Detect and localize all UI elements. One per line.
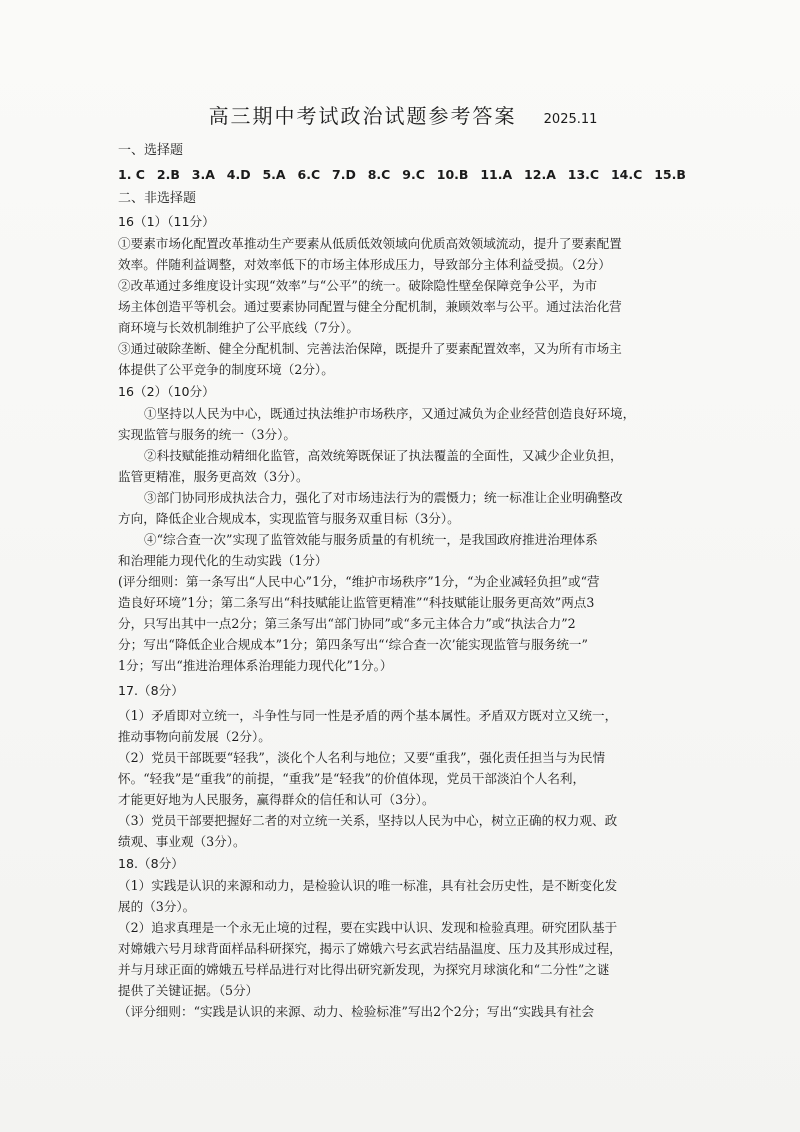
choice-answer: 11.A bbox=[480, 167, 513, 182]
answer-line: 绩观、事业观（3分）。 bbox=[118, 834, 246, 849]
question-18-label: 18.（8分） bbox=[118, 856, 184, 871]
answer-line: ③通过破除垄断、健全分配机制、完善法治保障，既提升了要素配置效率，又为所有市场主 bbox=[118, 341, 622, 356]
choice-answer: 13.C bbox=[567, 167, 600, 182]
answer-line: 分，只写出其中一点2分；第三条写出“部门协同”或“多元主体合力”或“执法合力”2 bbox=[118, 616, 576, 631]
answer-line: ④“综合查一次”实现了监管效能与服务质量的有机统一，是我国政府推进治理体系 bbox=[144, 532, 598, 547]
answer-line: （1）实践是认识的来源和动力，是检验认识的唯一标准，具有社会历史性，是不断变化发 bbox=[118, 878, 618, 893]
answer-line: 和治理能力现代化的生动实践（1分） bbox=[118, 553, 328, 568]
choice-answer: 1. C bbox=[118, 167, 145, 182]
choice-answer-row bbox=[118, 163, 686, 186]
choice-answer: 7.D bbox=[332, 167, 356, 182]
answer-line: （2）党员干部既要“轻我”，淡化个人名利与地位；又要“重我”，强化责任担当与为民情 bbox=[118, 750, 606, 765]
choice-answer: 9.C bbox=[402, 167, 425, 182]
answer-line: 怀。“轻我”是“重我”的前提，“重我”是“轻我”的价值体现，党员干部淡泊个人名利， bbox=[118, 771, 586, 786]
answer-line: 商环境与长效机制维护了公平底线（7分）。 bbox=[118, 320, 359, 335]
question-16-1-label: 16（1）（11分） bbox=[118, 214, 215, 229]
question-17-label: 17.（8分） bbox=[118, 683, 184, 698]
answer-line: 方向，降低企业合规成本，实现监管与服务双重目标（3分）。 bbox=[118, 511, 460, 526]
answer-line: 监管更精准，服务更高效（3分）。 bbox=[118, 469, 309, 484]
answer-line: ③部门协同形成执法合力，强化了对市场违法行为的震慑力；统一标准让企业明确整改 bbox=[144, 490, 623, 505]
section-heading-choice: 一、选择题 bbox=[118, 143, 184, 158]
answer-line: ①要素市场化配置改革推动生产要素从低质低效领域向优质高效领域流动，提升了要素配置 bbox=[118, 236, 622, 251]
answer-line: （评分细则：“实践是认识的来源、动力、检验标准”写出2个2分；写出“实践具有社会 bbox=[118, 1004, 595, 1019]
answer-line: 场主体创造平等机会。通过要素协同配置与健全分配机制，兼顾效率与公平。通过法治化营 bbox=[118, 299, 622, 314]
question-17-answer bbox=[118, 705, 688, 852]
answer-line: 造良好环境”1分；第二条写出“科技赋能让监管更精准”“科技赋能让服务更高效”两点3 bbox=[118, 595, 595, 610]
title-row bbox=[118, 100, 688, 129]
answer-line: （1）矛盾即对立统一，斗争性与同一性是矛盾的两个基本属性。矛盾双方既对立又统一， bbox=[118, 708, 618, 723]
choice-answer: 4.D bbox=[226, 167, 251, 182]
question-16-2-answer bbox=[118, 403, 688, 676]
answer-line: 展的（3分）。 bbox=[118, 899, 196, 914]
answer-line: 提供了关键证据。（5分） bbox=[118, 983, 259, 998]
choice-answer: 12.A bbox=[524, 167, 556, 182]
choice-answer: 15.B bbox=[654, 167, 686, 182]
answer-line: （3）党员干部要把握好二者的对立统一关系，坚持以人民为中心，树立正确的权力观、政 bbox=[118, 813, 618, 828]
section-heading-nonchoice: 二、非选择题 bbox=[118, 191, 197, 206]
exam-date: 2025.11 bbox=[543, 112, 598, 127]
choice-answer: 6.C bbox=[297, 167, 321, 182]
answer-line: 效率。伴随利益调整，对效率低下的市场主体形成压力，导致部分主体利益受损。（2分） bbox=[118, 257, 611, 272]
answer-line: 推动事物向前发展（2分）。 bbox=[118, 729, 271, 744]
answer-line: 1分；写出“推进治理体系治理能力现代化”1分。） bbox=[118, 658, 393, 673]
answer-line: ②改革通过多维度设计实现“效率”与“公平”的统一。破除隐性壁垒保障竞争公平，为市 bbox=[118, 278, 598, 293]
choice-answer: 10.B bbox=[436, 167, 469, 182]
page-title: 高三期中考试政治试题参考答案 bbox=[208, 104, 517, 128]
choice-answer: 8.C bbox=[367, 167, 391, 182]
choice-answer: 5.A bbox=[262, 167, 286, 182]
choice-answer: 3.A bbox=[191, 167, 215, 182]
answer-line: (评分细则：第一条写出“人民中心”1分，“维护市场秩序”1分，“为企业减轻负担”或“营 bbox=[118, 574, 600, 589]
answer-line: 并与月球正面的嫦娥五号样品进行对比得出研究新发现，为探究月球演化和“二分性”之谜 bbox=[118, 962, 610, 977]
answer-line: 对嫦娥六号月球背面样品科研探究，揭示了嫦娥六号玄武岩结晶温度、压力及其形成过程， bbox=[118, 941, 622, 956]
choice-answer: 14.C bbox=[610, 167, 643, 182]
question-18-answer bbox=[118, 875, 688, 1022]
answer-line: ②科技赋能推动精细化监管，高效统筹既保证了执法覆盖的全面性，又减少企业负担， bbox=[144, 448, 623, 463]
answer-line: （2）追求真理是一个永无止境的过程，要在实践中认识、发现和检验真理。研究团队基于 bbox=[118, 920, 618, 935]
answer-line: 分；写出“降低企业合规成本”1分；第四条写出“‘综合查一次’能实现监管与服务统一” bbox=[118, 637, 588, 652]
answer-line: ①坚持以人民为中心，既通过执法维护市场秩序，又通过减负为企业经营创造良好环境， bbox=[144, 406, 636, 421]
answer-line: 体提供了公平竞争的制度环境（2分）。 bbox=[118, 362, 334, 377]
question-16-1-answer bbox=[118, 233, 688, 380]
choice-answer: 2.B bbox=[156, 167, 180, 182]
question-16-2-label: 16（2）（10分） bbox=[118, 384, 215, 399]
answer-line: 实现监管与服务的统一（3分）。 bbox=[118, 427, 297, 442]
answer-line: 才能更好地为人民服务，赢得群众的信任和认可（3分）。 bbox=[118, 792, 435, 807]
